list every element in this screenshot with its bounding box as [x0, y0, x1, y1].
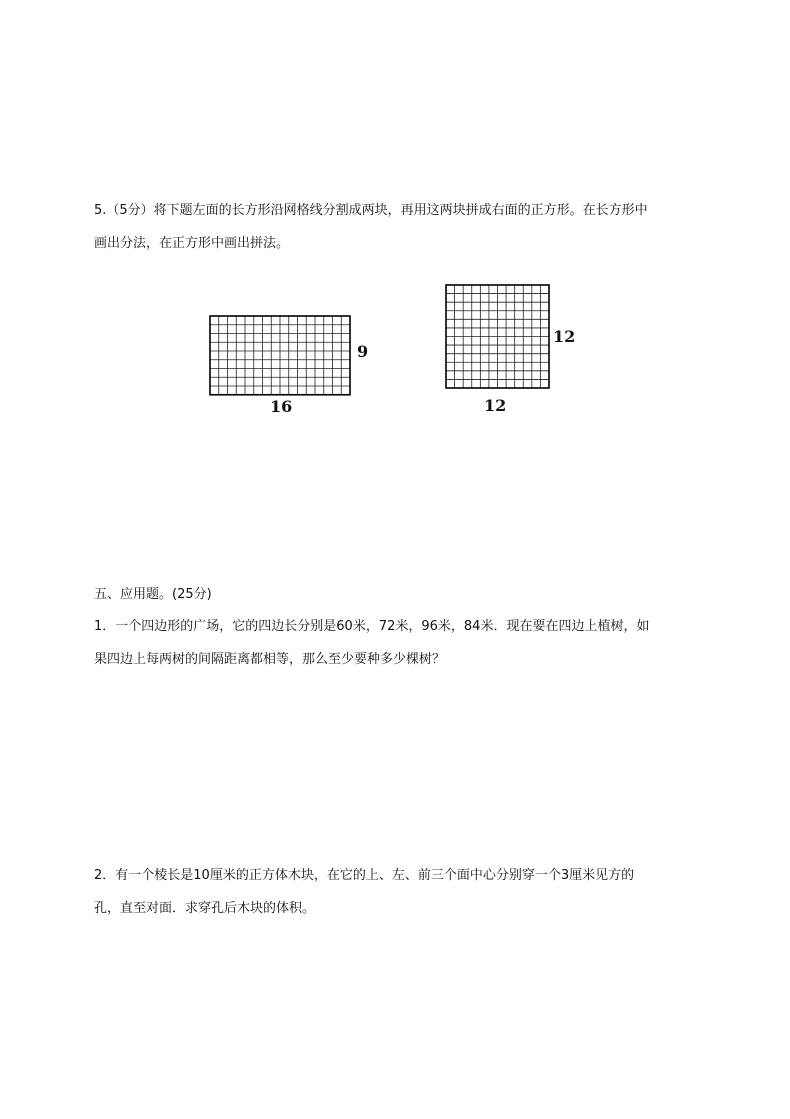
square-grid	[446, 285, 549, 388]
application-q1-line-1: 1．一个四边形的广场，它的四边长分别是60米，72米，96米，84米．现在要在四边上植树，如	[94, 619, 650, 634]
square-width-label: 12	[484, 396, 507, 415]
square-height-label: 12	[553, 327, 576, 346]
application-q1-line-2: 果四边上每两树的间隔距离都相等，那么至少要种多少棵树？	[94, 652, 446, 667]
question-5-text-line-1: 5.（5分）将下题左面的长方形沿网格线分割成两块，再用这两块拼成右面的正方形。在长方形中	[94, 203, 648, 218]
rectangle-height-label: 9	[357, 342, 369, 361]
question-5-text-line-2: 画出分法，在正方形中画出拼法。	[94, 236, 290, 251]
application-q2-line-2: 孔，直至对面．求穿孔后木块的体积。	[94, 901, 316, 916]
rectangle-width-label: 16	[270, 397, 293, 416]
rectangle-grid	[210, 316, 350, 395]
application-q2-line-1: 2．有一个棱长是10厘米的正方体木块，在它的上、左、前三个面中心分别穿一个3厘米见方的	[94, 868, 635, 883]
section-5-heading: 五、应用题。(25分)	[94, 587, 212, 602]
